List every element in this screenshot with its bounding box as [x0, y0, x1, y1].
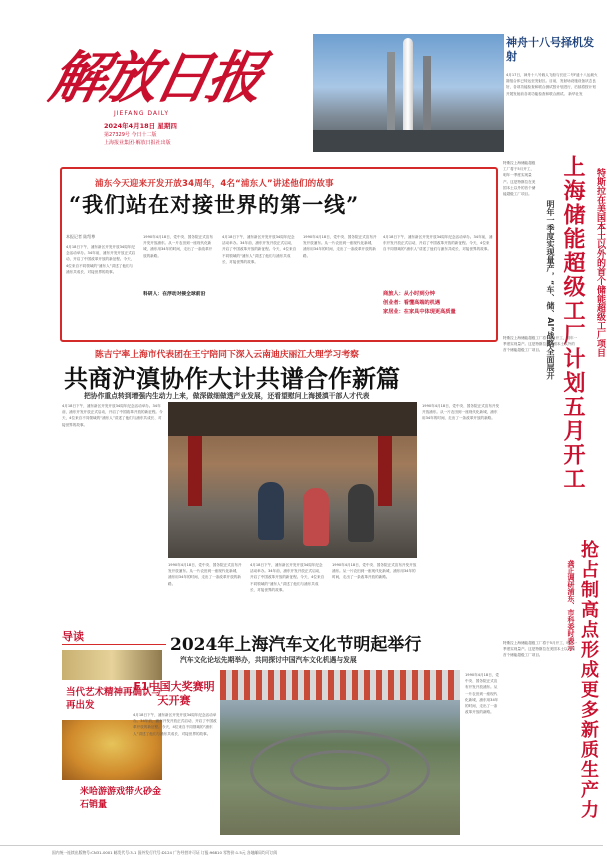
pull-quote-1: 商旅人：从小时到分钟 — [383, 291, 435, 297]
grandstand — [220, 670, 460, 700]
lead-pull-quotes — [383, 290, 493, 317]
rocket-shape — [403, 38, 413, 132]
second-body-c: 1990年4月18日，党中央、国务院正式宣布开发开放浦东。从一片农田到一座现代化新城，浦东用34年的时间，走出了一条改革开放的新路。 — [332, 563, 417, 580]
lead-body-col5: 4月18日下午，浦东新区开发开放34周年纪念活动举办。34年前，浦东开发开放正式启动，开启了中国改革开放的新征程。今天，4位来自不同领域的“浦东人”讲述了他们与浦东共成长、对接世界的故事。 — [383, 235, 493, 252]
guide-divider — [62, 644, 166, 645]
guide-label: 导读 — [62, 630, 84, 643]
lead-headline[interactable]: “我们站在对接世界的第一线” — [69, 192, 360, 217]
guide-image-1[interactable] — [62, 650, 162, 680]
right-col-text-a: 特斯拉上海储能超级工厂将于5月开工，明年一季度实现量产。这是特斯拉在美国本土以外的首个储能超级工厂项目。 — [503, 161, 536, 197]
ground — [313, 130, 504, 152]
pull-quote-2: 创业者：看懂高端的机遇 — [383, 300, 441, 306]
top-story-body: 4月17日，神舟十八号载人飞船与长征二号F遥十八运载火箭组合体已转运至发射区。目前，发射场设施设备状态良好，各项功能检查和联合测试按计划进行，后续将按计划开展发射前各项功能检查和联合测试。 新华社发 — [506, 73, 598, 96]
second-subhead: 把协作重点转到增强内生动力上来，做深做细做透产业发展，还看望慰问上海援滇干部人才代表 — [84, 392, 370, 400]
lead-kicker: 浦东今天迎来开发开放34周年，4名“浦东人”讲述他们的故事 — [95, 179, 334, 189]
lead-subhead: 科研人：在浮动对接全球前沿 — [143, 292, 206, 297]
second-headline[interactable]: 共商沪滇协作大计共谱合作新篇 — [64, 364, 400, 393]
race-track-photo[interactable] — [220, 670, 460, 835]
issue-date: 2024年4月18日 星期四 — [104, 122, 177, 130]
footer-text: 国内统一连续出版物号:CN31-0001 邮发代号:3-1 国外发行代号:D124 广告经营许可证 订报:96810 零售价:1.5元 各地邮局均可订阅 — [52, 850, 278, 855]
second-body-a: 1990年4月18日，党中央、国务院正式宣布开发开放浦东。从一片农田到一座现代化新城，浦东用34年的时间，走出了一条改革开放的新路。 — [168, 563, 242, 586]
second-right-headline[interactable]: 抢占制高点形成更多新质生产力 — [578, 540, 599, 820]
top-story-title[interactable]: 神舟十八号择机发射 — [506, 36, 594, 63]
meeting-photo[interactable] — [168, 402, 417, 558]
right-col-text-b: 特斯拉上海储能超级工厂将于5月开工，明年一季度实现量产。这是特斯拉在美国本土以外的首个储能超级工厂项目。 — [503, 336, 578, 353]
photo-pillar — [378, 436, 392, 506]
f1-headline[interactable]: F1中国大奖赛明天开赛 — [133, 680, 215, 707]
tower-left — [387, 52, 395, 134]
track-inner — [290, 750, 390, 790]
tesla-vertical-kicker: 特斯拉在美国本土以外的首个储能超级工厂项目 — [595, 168, 605, 357]
masthead — [0, 0, 313, 160]
auto-subhead: 汽车文化论坛先期举办，共同探讨中国汽车文化机遇与发展 — [180, 656, 357, 664]
auto-body-right: 1990年4月18日，党中央、国务院正式宣布开发开放浦东。从一片农田到一座现代化新城，浦东用34年的时间，走出了一条改革开放的新路。 — [465, 673, 499, 715]
second-body-right: 1990年4月18日，党中央、国务院正式宣布开发开放浦东。从一片农田到一座现代化新城，浦东用34年的时间，走出了一条改革开放的新路。 — [422, 404, 500, 421]
second-kicker: 陈吉宁率上海市代表团在王宁陪同下深入云南迪庆丽江大理学习考察 — [95, 350, 359, 360]
photo-person — [348, 484, 374, 542]
photo-person — [258, 482, 284, 540]
publisher-line: 上海报业集团·解放日报社出版 — [104, 140, 171, 146]
issue-number: 第27329号 今日十二版 — [104, 132, 157, 138]
logo-english: JIEFANG DAILY — [114, 110, 169, 117]
lead-body-col1: 4月18日下午，浦东新区开发开放34周年纪念活动举办。34年前，浦东开发开放正式启动，开启了中国改革开放的新征程。今天，4位来自不同领域的“浦东人”讲述了他们与浦东共成长、对接世界的故事。 — [66, 245, 136, 274]
lead-body-col4: 1990年4月18日，党中央、国务院正式宣布开发开放浦东。从一片农田到一座现代化新城，浦东用34年的时间，走出了一条改革开放的新路。 — [303, 235, 377, 258]
tesla-headline[interactable]: 上海储能超级工厂计划五月开工 — [560, 155, 585, 491]
lead-body-col2: 1990年4月18日，党中央、国务院正式宣布开发开放浦东。从一片农田到一座现代化新城，浦东用34年的时间，走出了一条改革开放的新路。 — [143, 235, 213, 258]
pull-quote-3: 家居业：在家具中体现更高质量 — [383, 309, 456, 315]
photo-person — [303, 488, 329, 546]
tower-right — [423, 56, 431, 136]
second-right-kicker: 龚正调研浦东、市科委时表示 — [567, 560, 575, 651]
second-body-b: 4月18日下午，浦东新区开发开放34周年纪念活动举办。34年前，浦东开发开放正式启动，开启了中国改革开放的新征程。今天，4位来自不同领域的“浦东人”讲述了他们与浦东共成长、对接世界的故事。 — [250, 563, 325, 592]
tesla-sub: 明年一季度实现量产，“车、储、AI”战略全面展开 — [546, 200, 555, 380]
auto-body: 4月18日下午，浦东新区开发开放34周年纪念活动举办。34年前，浦东开发开放正式启动，开启了中国改革开放的新征程。今天，4位来自不同领域的“浦东人”讲述了他们与浦东共成长、对接世界的故事。 — [133, 713, 217, 736]
lead-byline: 本报记者 陆绍尊 — [66, 234, 96, 239]
photo-roof — [168, 402, 417, 436]
guide-item-2[interactable]: 米哈游游戏带火砂金石销量 — [80, 787, 162, 810]
second-body-left: 4月18日下午，浦东新区开发开放34周年纪念活动举办。34年前，浦东开发开放正式启动，开启了中国改革开放的新征程。今天，4位来自不同领域的“浦东人”讲述了他们与浦东共成长、对接世界的故事。 — [62, 404, 163, 427]
auto-headline[interactable]: 2024年上海汽车文化节明起举行 — [170, 635, 422, 655]
newspaper-logo[interactable]: 解放日报 — [44, 45, 267, 111]
photo-pillar — [188, 436, 202, 506]
launch-photo[interactable] — [313, 34, 504, 152]
lead-body-col3: 4月18日下午，浦东新区开发开放34周年纪念活动举办。34年前，浦东开发开放正式启动，开启了中国改革开放的新征程。今天，4位来自不同领域的“浦东人”讲述了他们与浦东共成长、对接世界的故事。 — [222, 235, 297, 264]
right-col-text-c: 特斯拉上海储能超级工厂将于5月开工，明年一季度实现量产。这是特斯拉在美国本土以外的首个储能超级工厂项目。 — [503, 641, 578, 658]
guide-item-1[interactable]: 当代艺术精神再确认与再出发 — [66, 687, 162, 711]
